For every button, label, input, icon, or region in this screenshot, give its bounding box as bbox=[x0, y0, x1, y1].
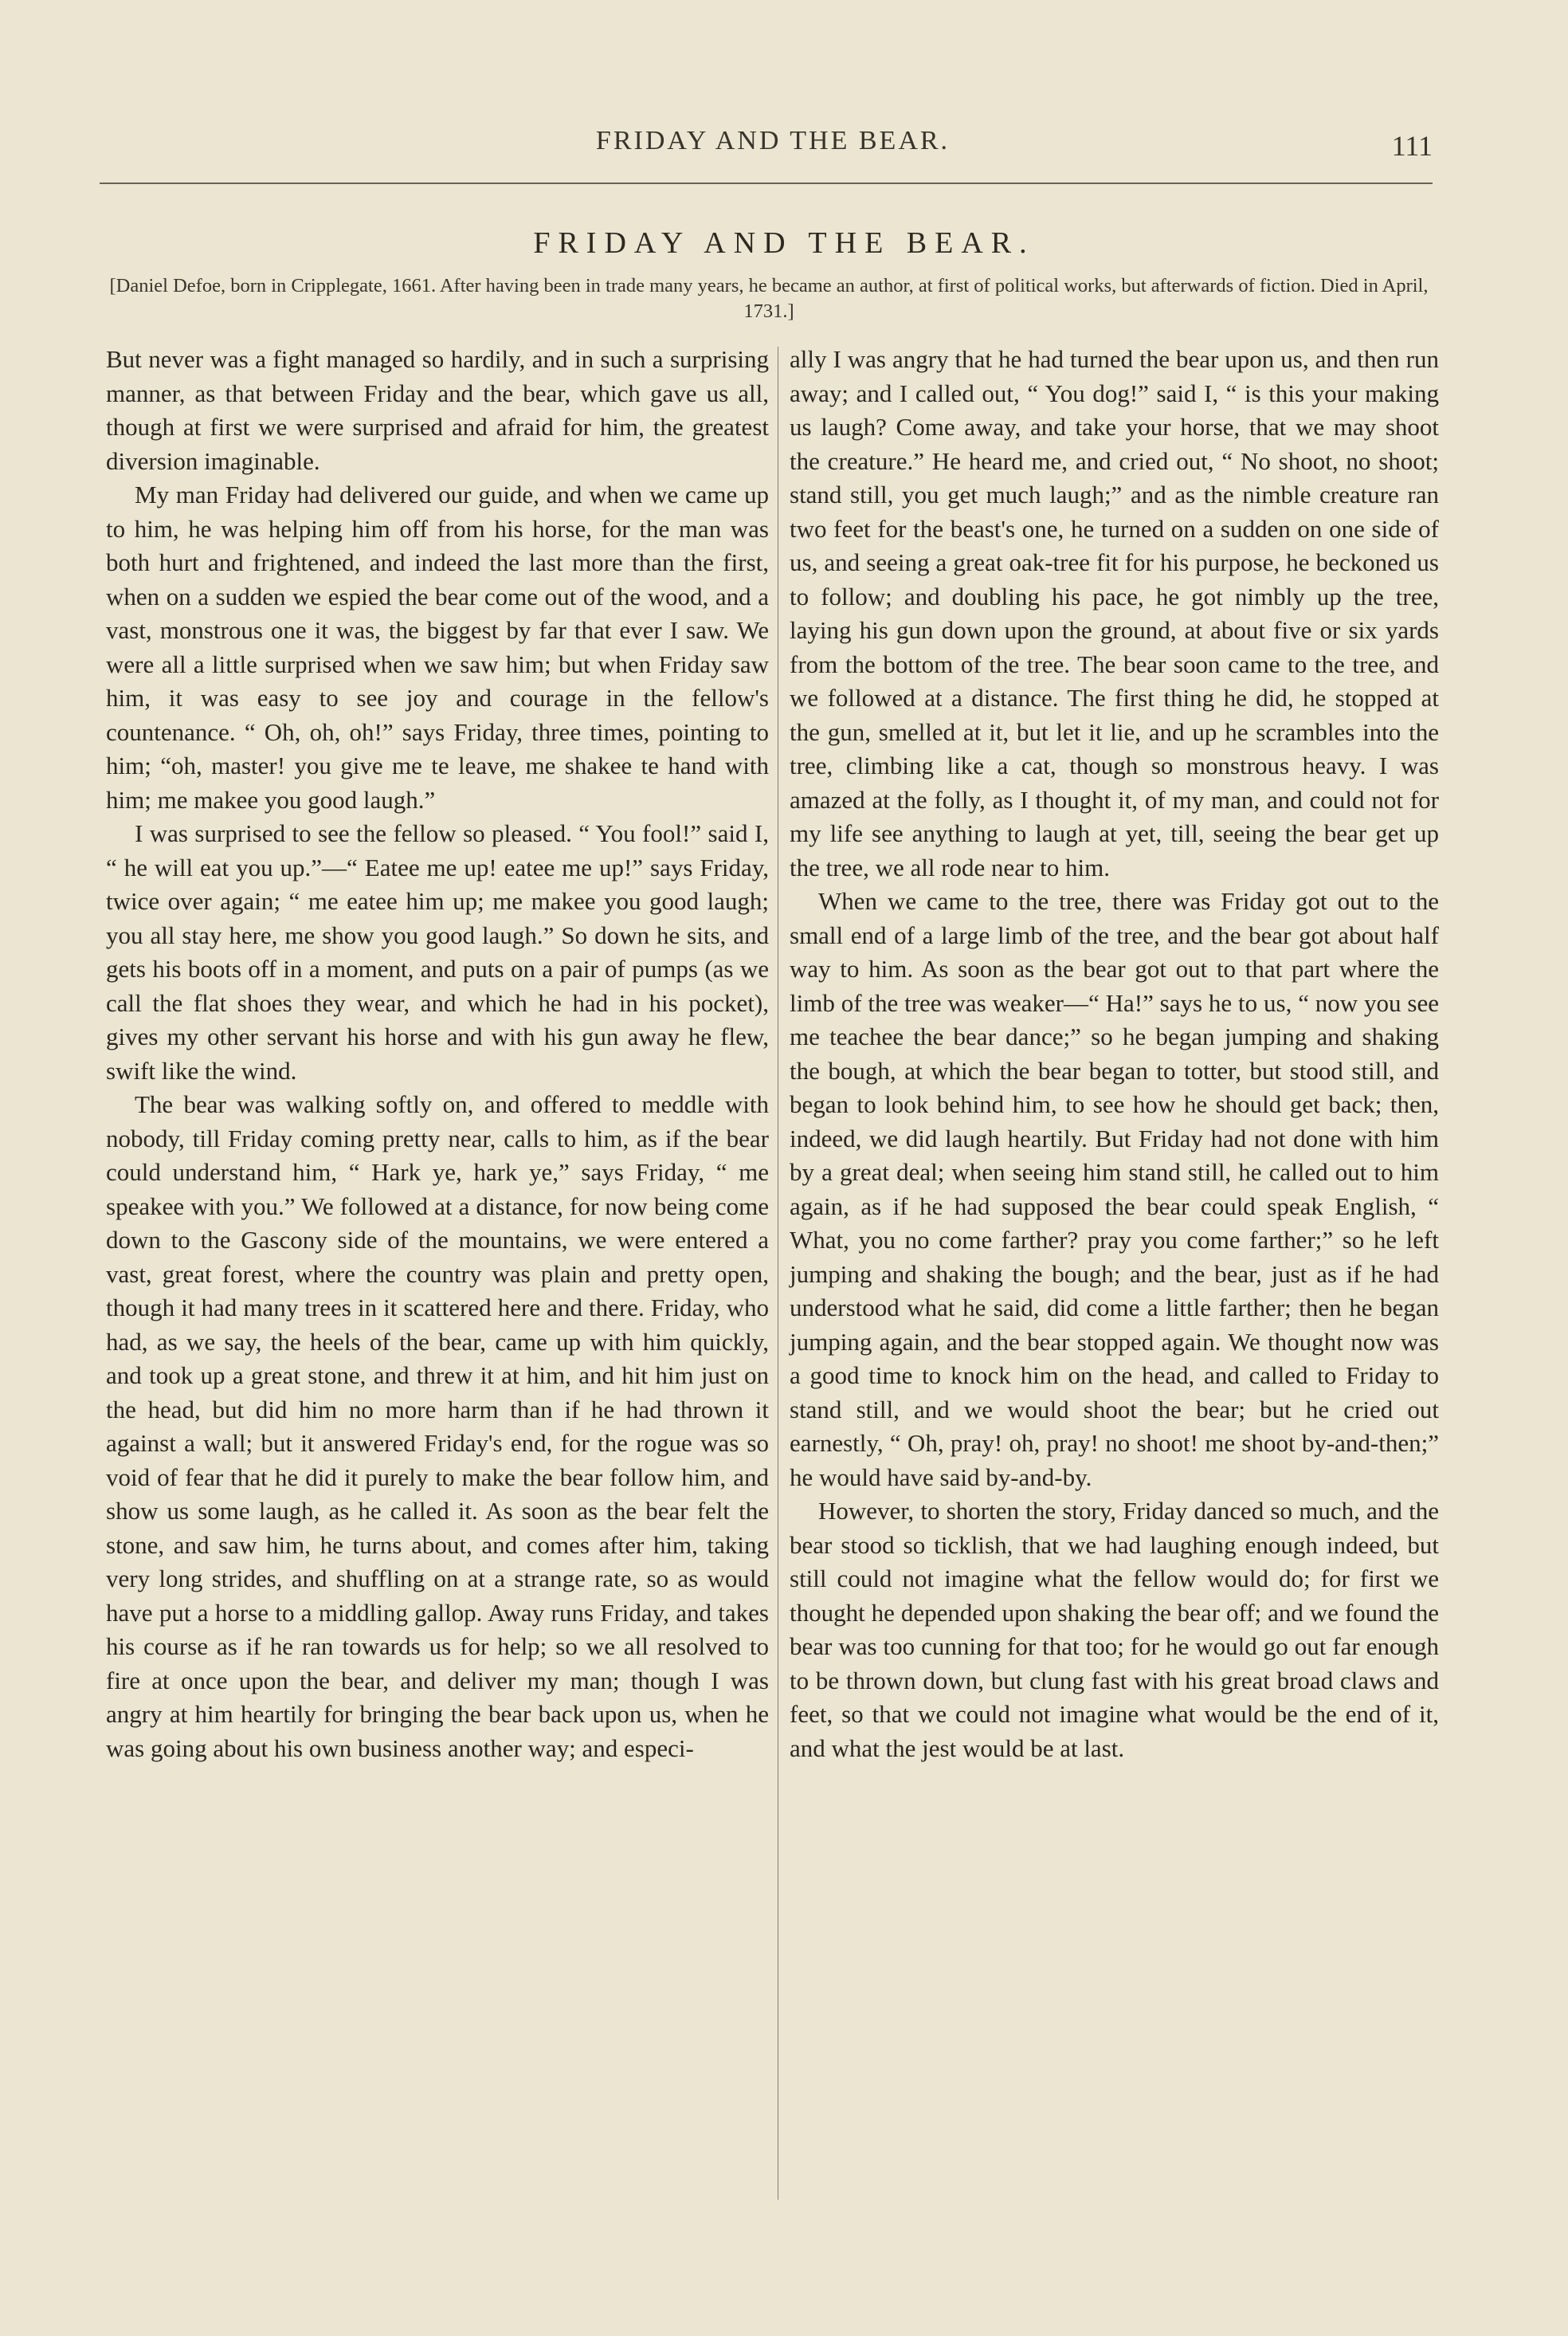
header-rule bbox=[100, 183, 1433, 184]
paragraph: ally I was angry that he had turned the bear upon us, and then run away; and I called out, “ You dog!” said I, “ is this your making us laugh? Come away, and take your horse, that we may shoot the creature.” He heard me, and cried out, “ No shoot, no shoot; stand still, you get much laugh;” and as the nimble creature ran two feet for the beast's one, he turned on a sudden on one side of us, and seeing a great oak-tree fit for his purpose, he beckoned us to follow; and doubling his pace, he got nimbly up the tree, laying his gun down upon the ground, at about five or six yards from the bottom of the tree. The bear soon came to the tree, and we followed at a distance. The first thing he did, he stopped at the gun, smelled at it, but let it lie, and up he scrambles into the tree, climbing like a cat, though so monstrous heavy. I was amazed at the folly, as I thought it, of my man, and could not for my life see anything to laugh at yet, till, seeing the bear get up the tree, we all rode near to him. bbox=[790, 345, 1439, 881]
page-number: 111 bbox=[1391, 130, 1433, 162]
paragraph: But never was a fight managed so hardily, and in such a surprising manner, as that between Friday and the bear, which gave us all, though at first we were surprised and afraid for him, the greatest diversion imaginable. bbox=[106, 345, 769, 475]
paragraph: My man Friday had delivered our guide, and when we came up to him, he was helping him off from his horse, for the man was both hurt and frightened, and indeed the last more than the first, when on a sudden we espied the bear come out of the wood, and a vast, monstrous one it was, the biggest by far that ever I saw. We were all a little surprised when we saw him; but when Friday saw him, it was easy to see joy and courage in the fellow's countenance. “ Oh, oh, oh!” says Friday, three times, pointing to him; “oh, master! you give me te leave, me shakee te hand with him; me makee you good laugh.” bbox=[106, 481, 769, 814]
article-title: FRIDAY AND THE BEAR. bbox=[533, 226, 1035, 260]
author-byline: [Daniel Defoe, born in Cripplegate, 1661. After having been in trade many years, he became an author, at first of political works, but afterwards of fiction. Died in April, 1731.] bbox=[109, 275, 1429, 322]
right-column bbox=[790, 343, 1439, 1765]
paragraph: I was surprised to see the fellow so pleased. “ You fool!” said I, “ he will eat you up.”—“ Eatee me up! eatee me up!” says Friday, twice over again; “ me eatee him up; me makee you good laugh; you all stay here, me show you good laugh.” So down he sits, and gets his boots off in a moment, and puts on a pair of pumps (as we call the flat shoes they wear, and which he had in his pocket), gives my other servant his horse and with his gun away he flew, swift like the wind. bbox=[106, 819, 769, 1085]
paragraph: The bear was walking softly on, and offered to meddle with nobody, till Friday coming pretty near, calls to him, as if the bear could understand him, “ Hark ye, hark ye,” says Friday, “ me speakee with you.” We followed at a distance, for now being come down to the Gascony side of the mountains, we were entered a vast, great forest, where the country was plain and pretty open, though it had many trees in it scattered here and there. Friday, who had, as we say, the heels of the bear, came up with him quickly, and took up a great stone, and threw it at him, and hit him just on the head, but did him no more harm than if he had thrown it against a wall; but it answered Friday's end, for the rogue was so void of fear that he did it purely to make the bear follow him, and show us some laugh, as he called it. As soon as the bear felt the stone, and saw him, he turns about, and comes after him, taking very long strides, and shuffling on at a strange rate, so as would have put a horse to a middling gallop. Away runs Friday, and takes his course as if he ran towards us for help; so we all resolved to fire at once upon the bear, and deliver my man; though I was angry at him heartily for bringing the bear back upon us, when he was going about his own business another way; and especi- bbox=[106, 1090, 769, 1762]
running-head: FRIDAY AND THE BEAR. bbox=[595, 126, 951, 155]
left-column bbox=[106, 343, 769, 1765]
paragraph: When we came to the tree, there was Friday got out to the small end of a large limb of the tree, and the bear got about half way to him. As soon as the bear got out to that part where the limb of the tree was weaker—“ Ha!” says he to us, “ now you see me teachee the bear dance;” so he began jumping and shaking the bough, at which the bear began to totter, but stood still, and began to look behind him, to see how he should get back; then, indeed, we did laugh heartily. But Friday had not done with him by a great deal; when seeing him stand still, he called out to him again, as if he had supposed the bear could speak English, “ What, you no come farther? pray you come farther;” so he left jumping and shaking the bough; and the bear, just as if he had understood what he said, did come a little farther; then he began jumping again, and the bear stopped again. We thought now was a good time to knock him on the head, and called to Friday to stand still, and we would shoot the bear; but he cried out earnestly, “ Oh, pray! oh, pray! no shoot! me shoot by-and-then;” he would have said by-and-by. bbox=[790, 887, 1439, 1491]
paragraph: However, to shorten the story, Friday danced so much, and the bear stood so ticklish, that we had laughing enough indeed, but still could not imagine what the fellow would do; for first we thought he depended upon shaking the bear off; and we found the bear was too cunning for that too; for he would go out far enough to be thrown down, but clung fast with his great broad claws and feet, so that we could not imagine what would be the end of it, and what the jest would be at last. bbox=[790, 1497, 1439, 1762]
